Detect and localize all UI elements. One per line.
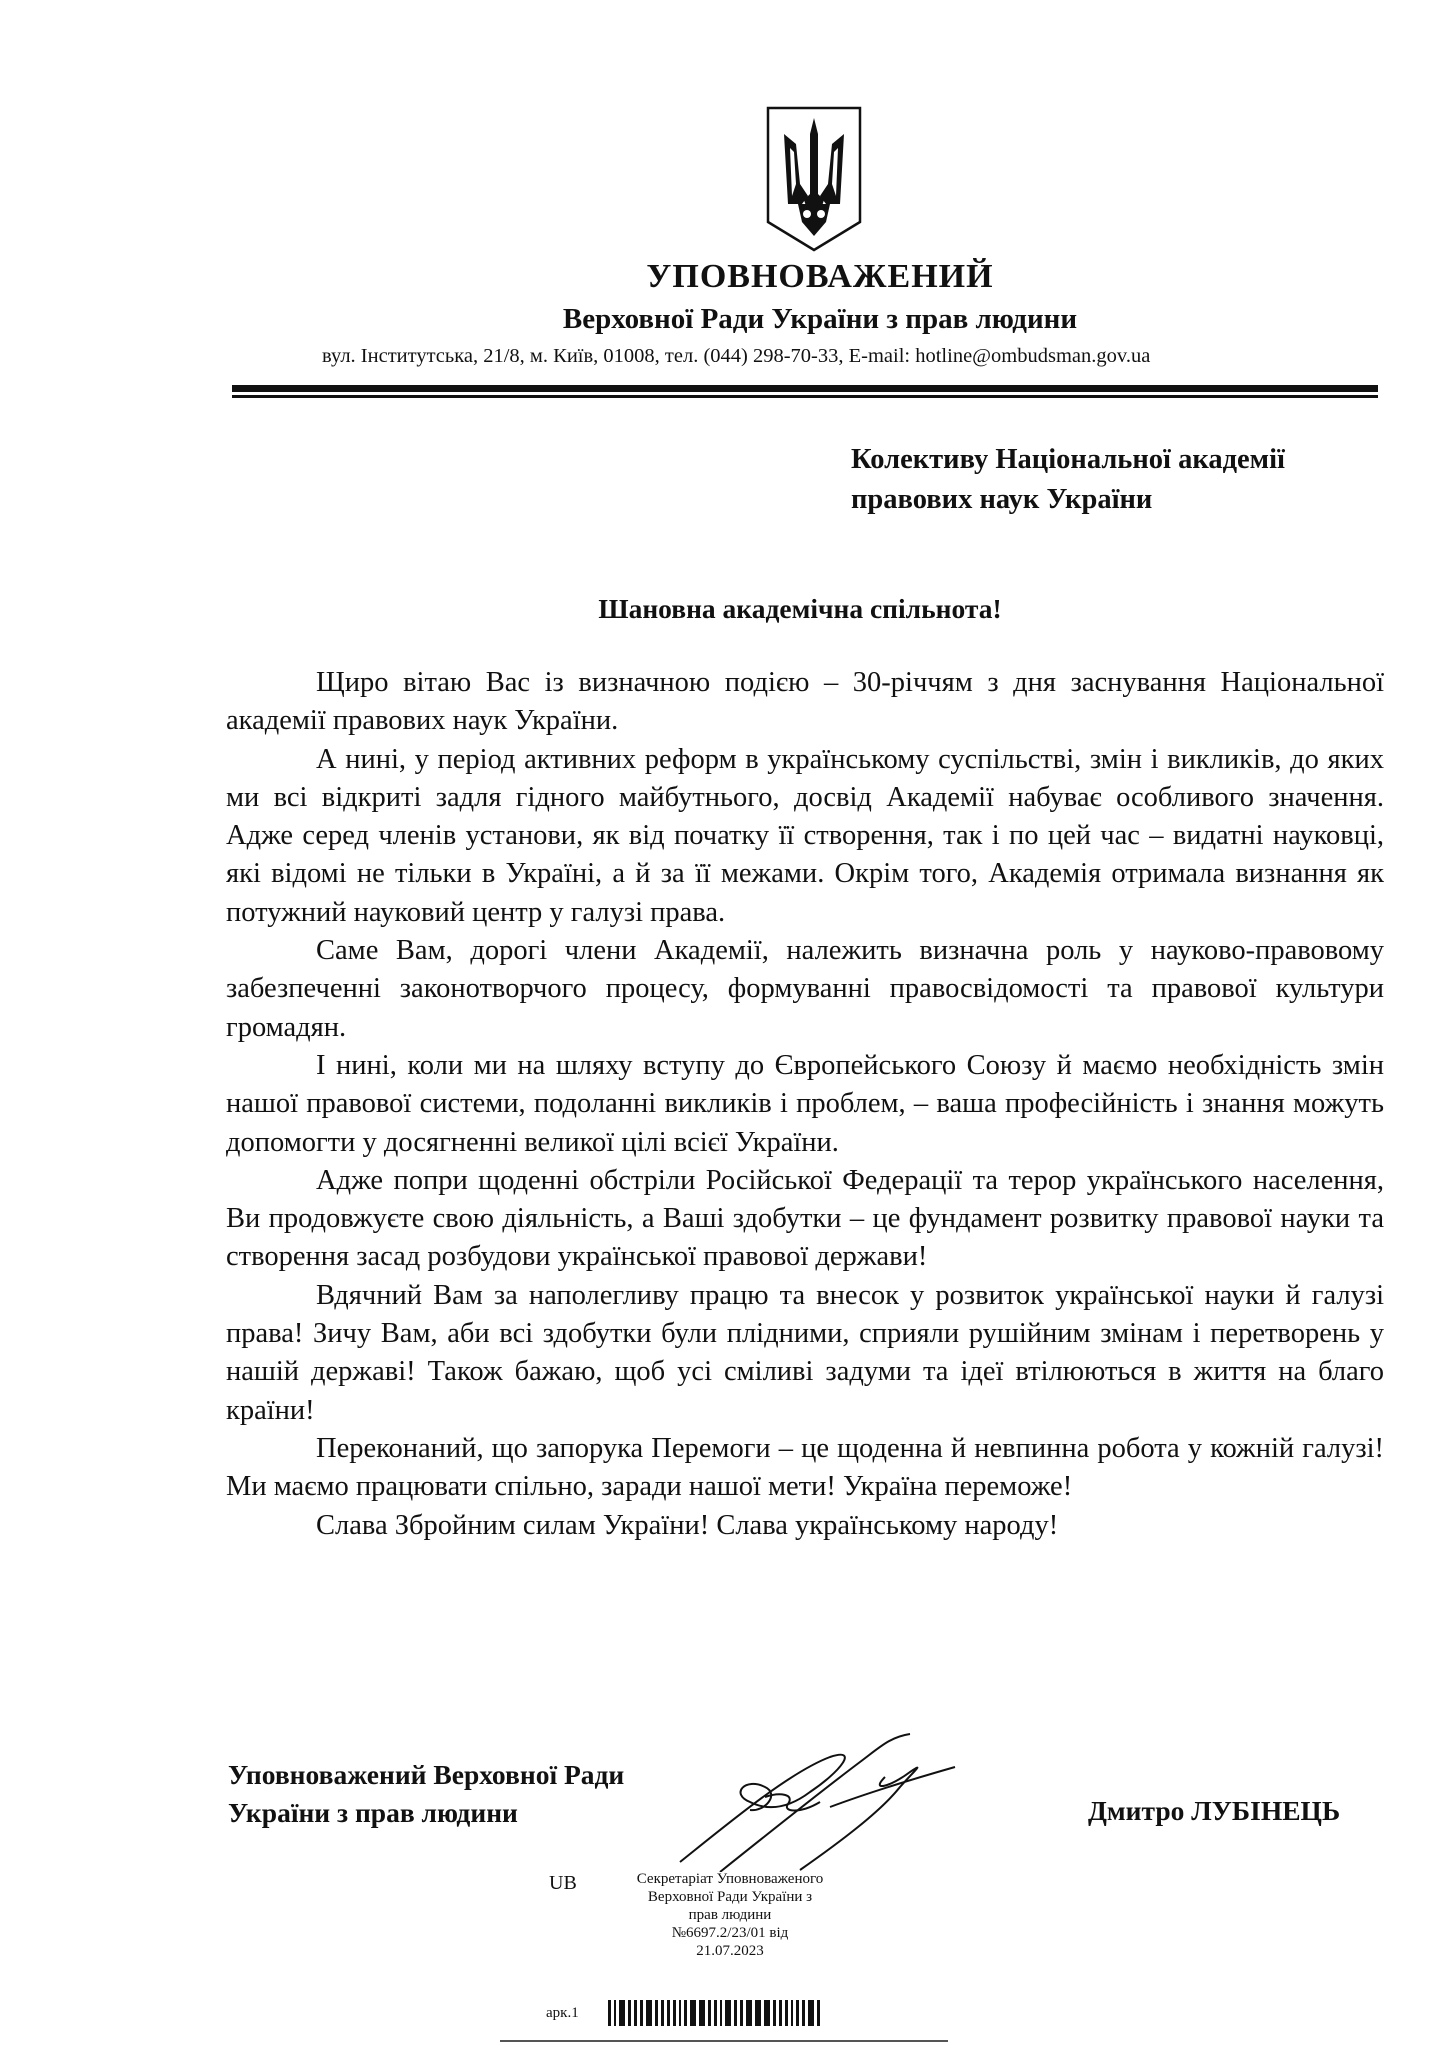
barcode-bar <box>779 2000 782 2026</box>
barcode-bar <box>619 2000 625 2026</box>
barcode-bar <box>785 2000 788 2026</box>
header-divider-thin <box>232 395 1378 398</box>
barcode-bar <box>764 2000 770 2026</box>
barcode-bar <box>684 2000 687 2026</box>
barcode-bar <box>708 2000 711 2026</box>
organization-title: УПОВНОВАЖЕНИЙ <box>646 258 994 295</box>
stamp-line: Секретаріат Уповноваженого <box>636 1871 824 1887</box>
stamp-number: №6697.2/23/01 від <box>671 1925 789 1941</box>
barcode-bar <box>817 2000 820 2026</box>
barcode-bar <box>802 2000 805 2026</box>
barcode-bar <box>725 2000 731 2026</box>
barcode-bar <box>699 2000 705 2026</box>
barcode-bar <box>661 2000 664 2026</box>
barcode-bar <box>646 2000 652 2026</box>
addressee-line: правових наук України <box>851 484 1153 515</box>
stamp-sheet: арк.1 <box>546 2005 579 2021</box>
paragraph: Саме Вам, дорогі члени Академії, належить визначна роль у науково-правовому забезпеченні законотворчого процесу, формуванні правосвідомості та правової культури громадян. <box>226 935 1384 1043</box>
registration-stamp <box>600 1870 860 1960</box>
barcode-bar <box>614 2000 616 2026</box>
stamp-code: UB <box>549 1872 577 1894</box>
stamp-date: 21.07.2023 <box>696 1943 764 1959</box>
barcode-bar <box>634 2000 637 2026</box>
barcode-bar <box>791 2000 793 2026</box>
header-divider-thick <box>232 385 1378 392</box>
trident-coat-of-arms-icon <box>764 104 864 254</box>
barcode-bar <box>640 2000 643 2026</box>
barcode-bar <box>655 2000 658 2026</box>
paragraph: Слава Збройним силам України! Слава українському народу! <box>316 1509 1059 1541</box>
barcode-bar <box>714 2000 717 2026</box>
paragraph: Вдячний Вам за наполегливу працю та внесок у розвиток української науки й галузі права! Зичу Вам, аби всі здобутки були плідними, сприяли рушійним змінам і перетворень у нашій державі! Також бажаю, щоб усі сміливі задуми та ідеї втілюються в життя на благо країни! <box>226 1279 1384 1426</box>
paragraph: Щиро вітаю Вас із визначною подією – 30-річчям з дня заснування Національної академії правових наук України. <box>226 667 1384 737</box>
bottom-divider <box>500 2040 948 2042</box>
stamp-line: прав людини <box>688 1907 772 1923</box>
paragraph: І нині, коли ми на шляху вступу до Європейського Союзу й маємо необхідність змін нашої правової системи, подоланні викликів і проблем, – ваша професійність і знання можуть допомогти у досягненні великої цілі всієї України. <box>226 1049 1384 1158</box>
barcode-bar <box>740 2000 743 2026</box>
handwritten-signature-icon <box>670 1732 970 1872</box>
barcode-bar <box>755 2000 761 2026</box>
barcode-bar <box>628 2000 631 2026</box>
addressee-line: Колективу Національної академії <box>851 444 1285 475</box>
signatory-title <box>228 1756 624 1832</box>
organization-subtitle: Верховної Ради України з прав людини <box>562 303 1078 335</box>
addressee <box>851 440 1285 520</box>
barcode-bar <box>673 2000 676 2026</box>
signatory-name: Дмитро ЛУБІНЕЦЬ <box>1088 1795 1341 1826</box>
signatory-title-line: Уповноважений Верховної Ради <box>228 1759 625 1790</box>
barcode-bar <box>746 2000 752 2026</box>
barcode-bar <box>720 2000 722 2026</box>
letter-body <box>226 664 1384 1545</box>
barcode-bar <box>796 2000 799 2026</box>
stamp-line: Верховної Ради України з <box>647 1889 813 1905</box>
paragraph: Переконаний, що запорука Перемоги – це щоденна й невпинна робота у кожній галузі! Ми маємо працювати спільно, заради нашої мети! Україна переможе! <box>226 1432 1384 1503</box>
greeting: Шановна академічна спільнота! <box>598 593 1002 624</box>
barcode-bar <box>808 2000 814 2026</box>
barcode-bar <box>679 2000 681 2026</box>
paragraph: А нині, у період активних реформ в українському суспільстві, змін і викликів, до яких ми всі відкриті задля гідного майбутнього, досвід Академії набуває особливого значення. Адже серед членів установи, як від початку її створення, так і по цей час – видатні науковці, які відомі не тільки в Україні, а й за її межами. Окрім того, Академія отримала визнання як потужний науковий центр у галузі права. <box>226 743 1384 928</box>
barcode-bar <box>667 2000 670 2026</box>
paragraph: Адже попри щоденні обстріли Російської Федерації та терор українського населення, Ви продовжуєте свою діяльність, а Ваші здобутки – це фундамент розвитку правової науки та створення засад розбудови української правової держави! <box>226 1164 1384 1273</box>
barcode-bar <box>690 2000 696 2026</box>
signatory-title-line: України з прав людини <box>228 1797 518 1828</box>
barcode-bar <box>608 2000 611 2026</box>
organization-address: вул. Інститутська, 21/8, м. Київ, 01008, тел. (044) 298-70-33, E-mail: hotline@ombudsman.gov.ua <box>322 345 1151 367</box>
barcode-bar <box>773 2000 776 2026</box>
barcode-bar <box>734 2000 737 2026</box>
barcode-icon <box>608 2000 908 2026</box>
